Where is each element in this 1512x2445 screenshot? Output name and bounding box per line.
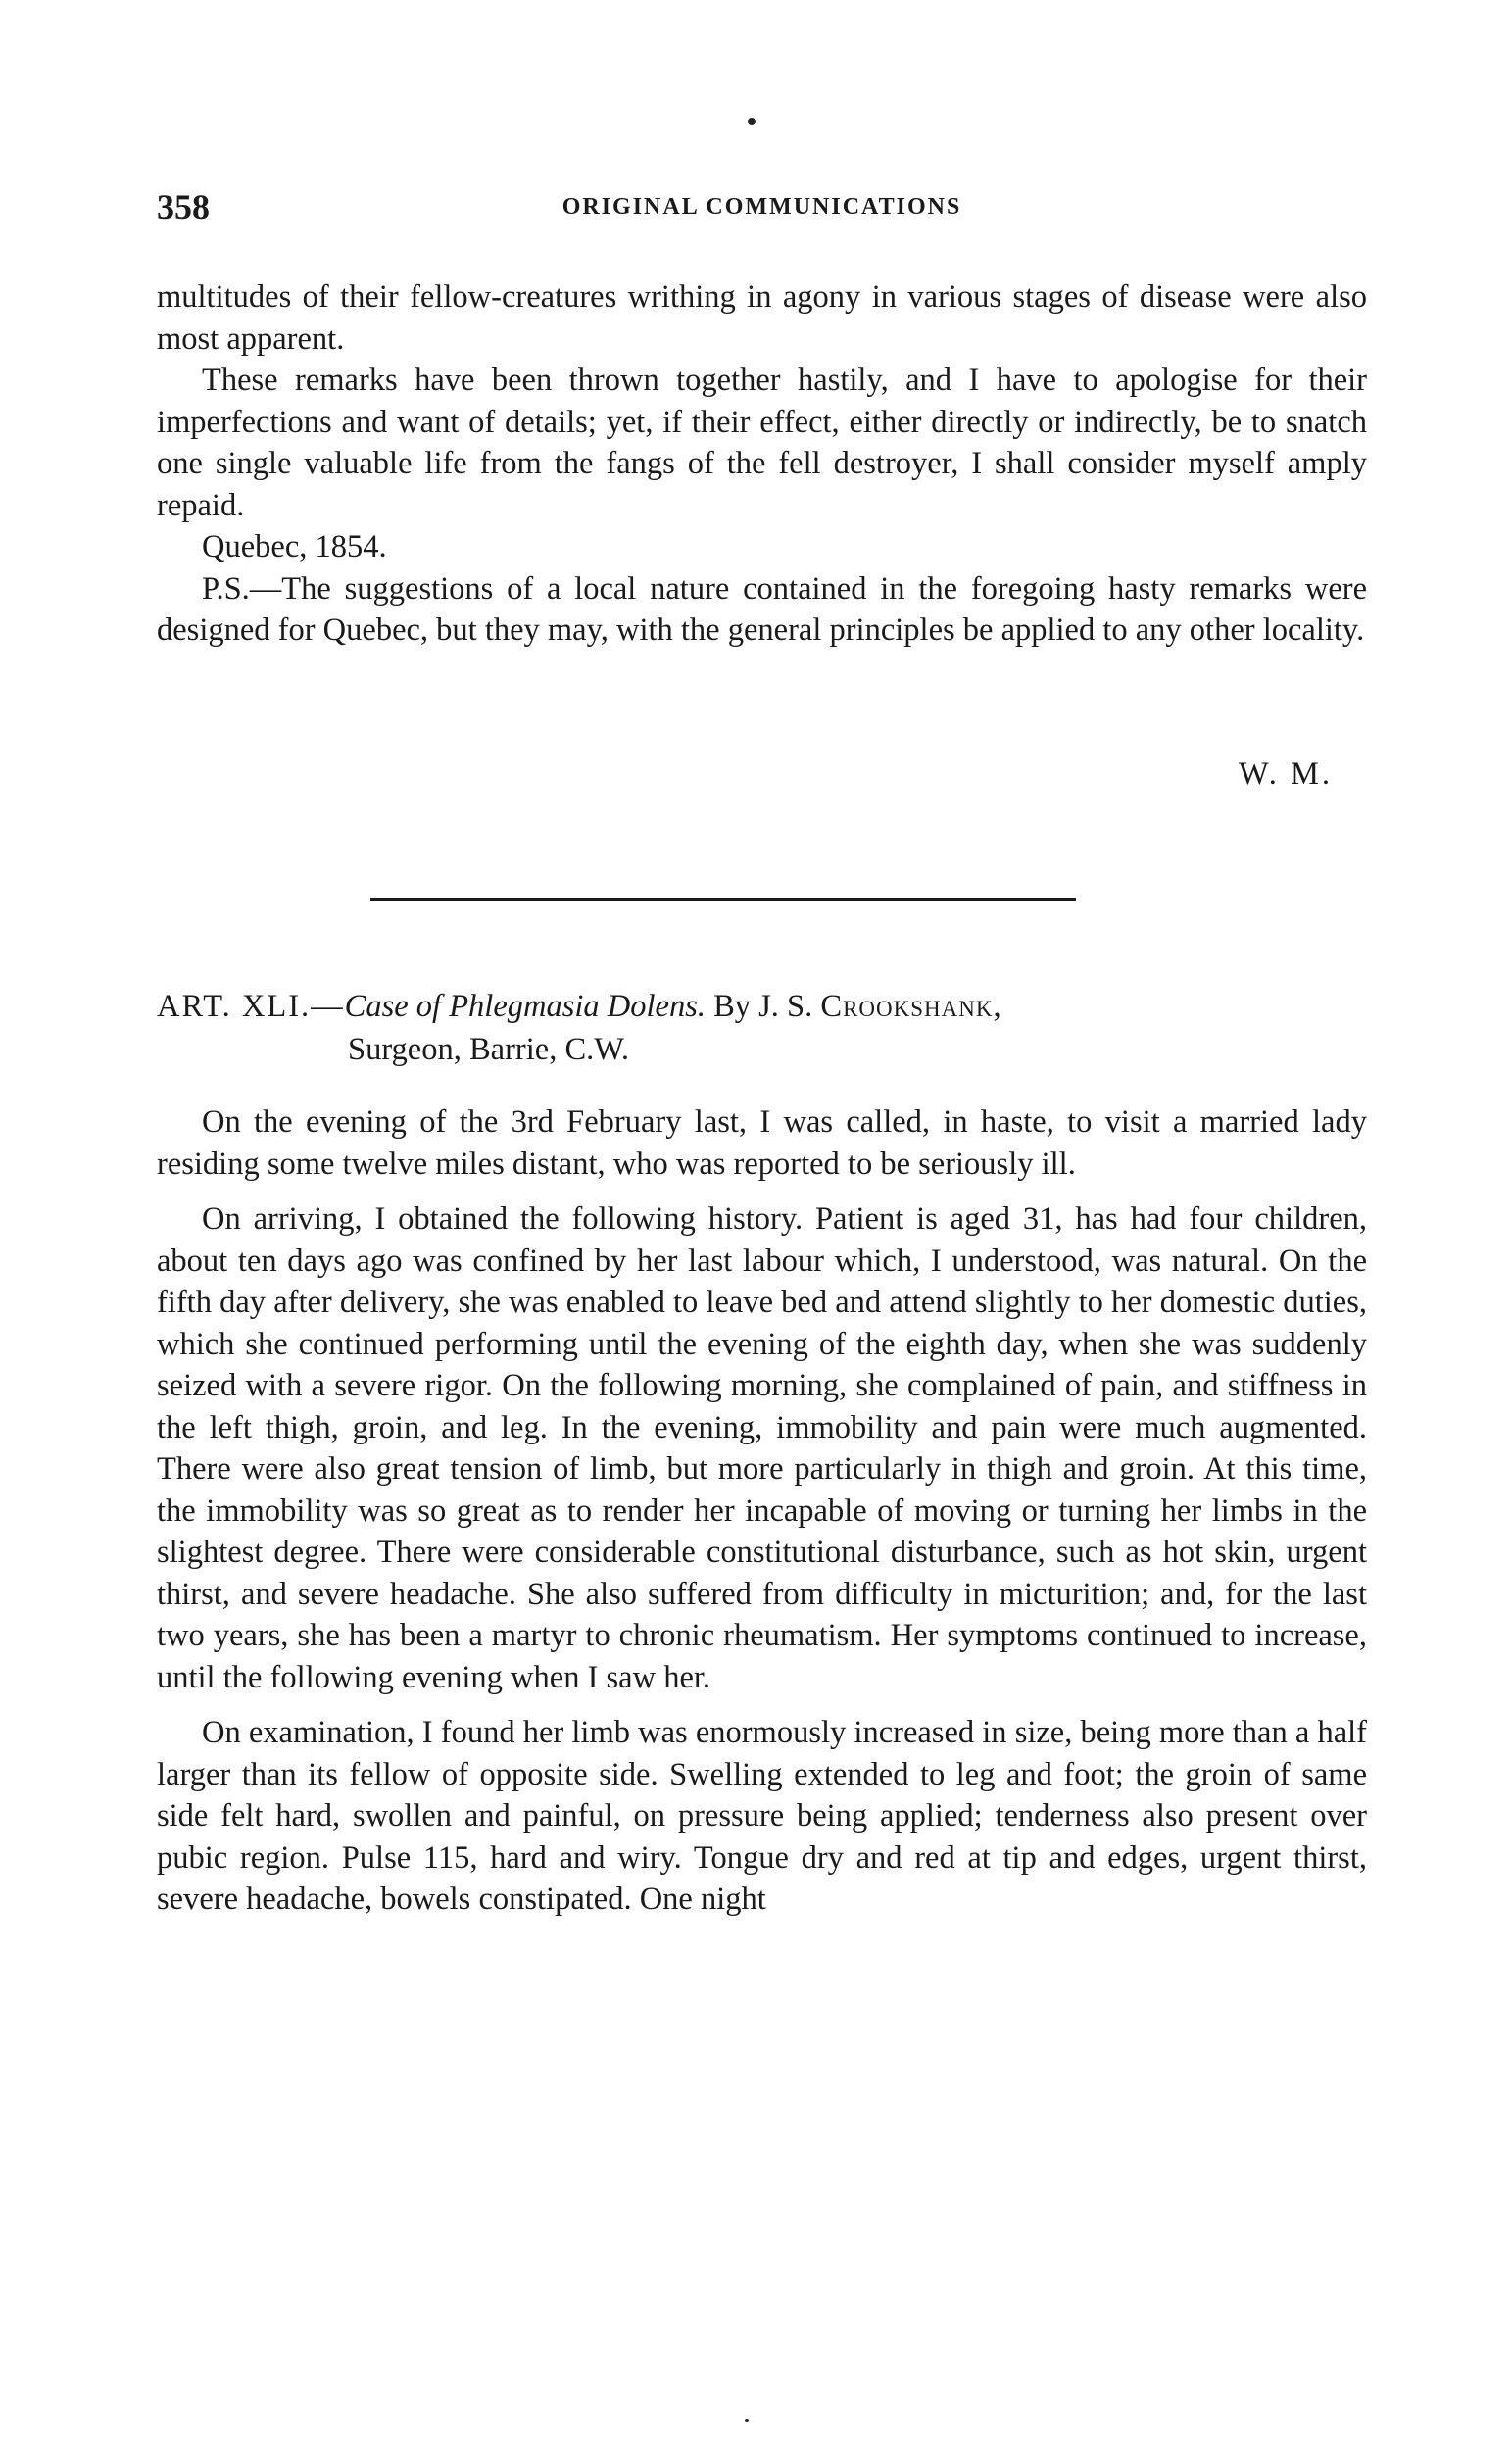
running-head: ORIGINAL COMMUNICATIONS	[561, 194, 962, 220]
paragraph-history: On arriving, I obtained the following history. Patient is aged 31, has had four children, about ten days ago was confined by her last labour which, I understood, was natural. On the fifth day after delivery, she was enabled to leave bed and attend slightly to her domestic duties, which she continued performing until the evening of the eighth day, when she was suddenly seized with a severe rigor. On the following morning, she complained of pain, and stiffness in the left thigh, groin, and leg. In the evening, immobility and pain were much augmented. There were also great tension of limb, but more particularly in thigh and groin. At this time, the immobility was so great as to render her incapable of moving or turning her limbs in the slightest degree. There were considerable constitutional disturbance, such as hot skin, urgent thirst, and severe headache. She also suffered from difficulty in micturition; and, for the last two years, she has been a martyr to chronic rheumatism. Her symptoms continued to increase, until the following evening when I saw her.	[157, 1201, 1367, 1695]
signature: W. M.	[1239, 757, 1333, 792]
article-number: ART. XLI.—	[157, 989, 345, 1024]
scan-speck-top	[748, 118, 756, 125]
paragraph-continuation: multitudes of their fellow-creatures writhing in agony in various stages of disease were also most apparent.	[157, 279, 1367, 357]
article-author: Crookshank,	[820, 989, 1002, 1024]
article-body	[157, 1101, 1367, 1934]
previous-article-ending	[157, 276, 1367, 652]
dateline: Quebec, 1854.	[202, 529, 387, 564]
article-title: Case of Phlegmasia Dolens.	[344, 989, 706, 1024]
article-byline: By J. S.	[705, 989, 821, 1024]
postscript: P.S.—The suggestions of a local nature contained in the foregoing hasty remarks were designed for Quebec, but they may, with the general principles be applied to any other locality.	[157, 570, 1367, 648]
section-divider	[370, 898, 1076, 901]
scan-speck-bottom	[745, 2419, 749, 2422]
author-affiliation: Surgeon, Barrie, C.W.	[348, 1032, 630, 1067]
article-heading	[157, 985, 1367, 1071]
paragraph-examination: On examination, I found her limb was enormously increased in size, being more than a half larger than its fellow of opposite side. Swelling extended to leg and foot; the groin of same side felt hard, swollen and painful, on pressure being applied; tenderness also present over pubic region. Pulse 115, hard and wiry. Tongue dry and red at tip and edges, urgent thirst, severe headache, bowels constipated. One night	[157, 1715, 1367, 1917]
page-number: 358	[157, 187, 210, 226]
page-header	[157, 186, 1367, 235]
paragraph-call: On the evening of the 3rd February last, I was called, in haste, to visit a married lady residing some twelve miles distant, who was reported to be seriously ill.	[157, 1104, 1367, 1182]
paragraph-closing-remarks: These remarks have been thrown together hastily, and I have to apologise for their imperfections and want of details; yet, if their effect, either directly or indirectly, be to snatch one single valuable life from the fangs of the fell destroyer, I shall consider myself amply repaid.	[157, 363, 1367, 523]
